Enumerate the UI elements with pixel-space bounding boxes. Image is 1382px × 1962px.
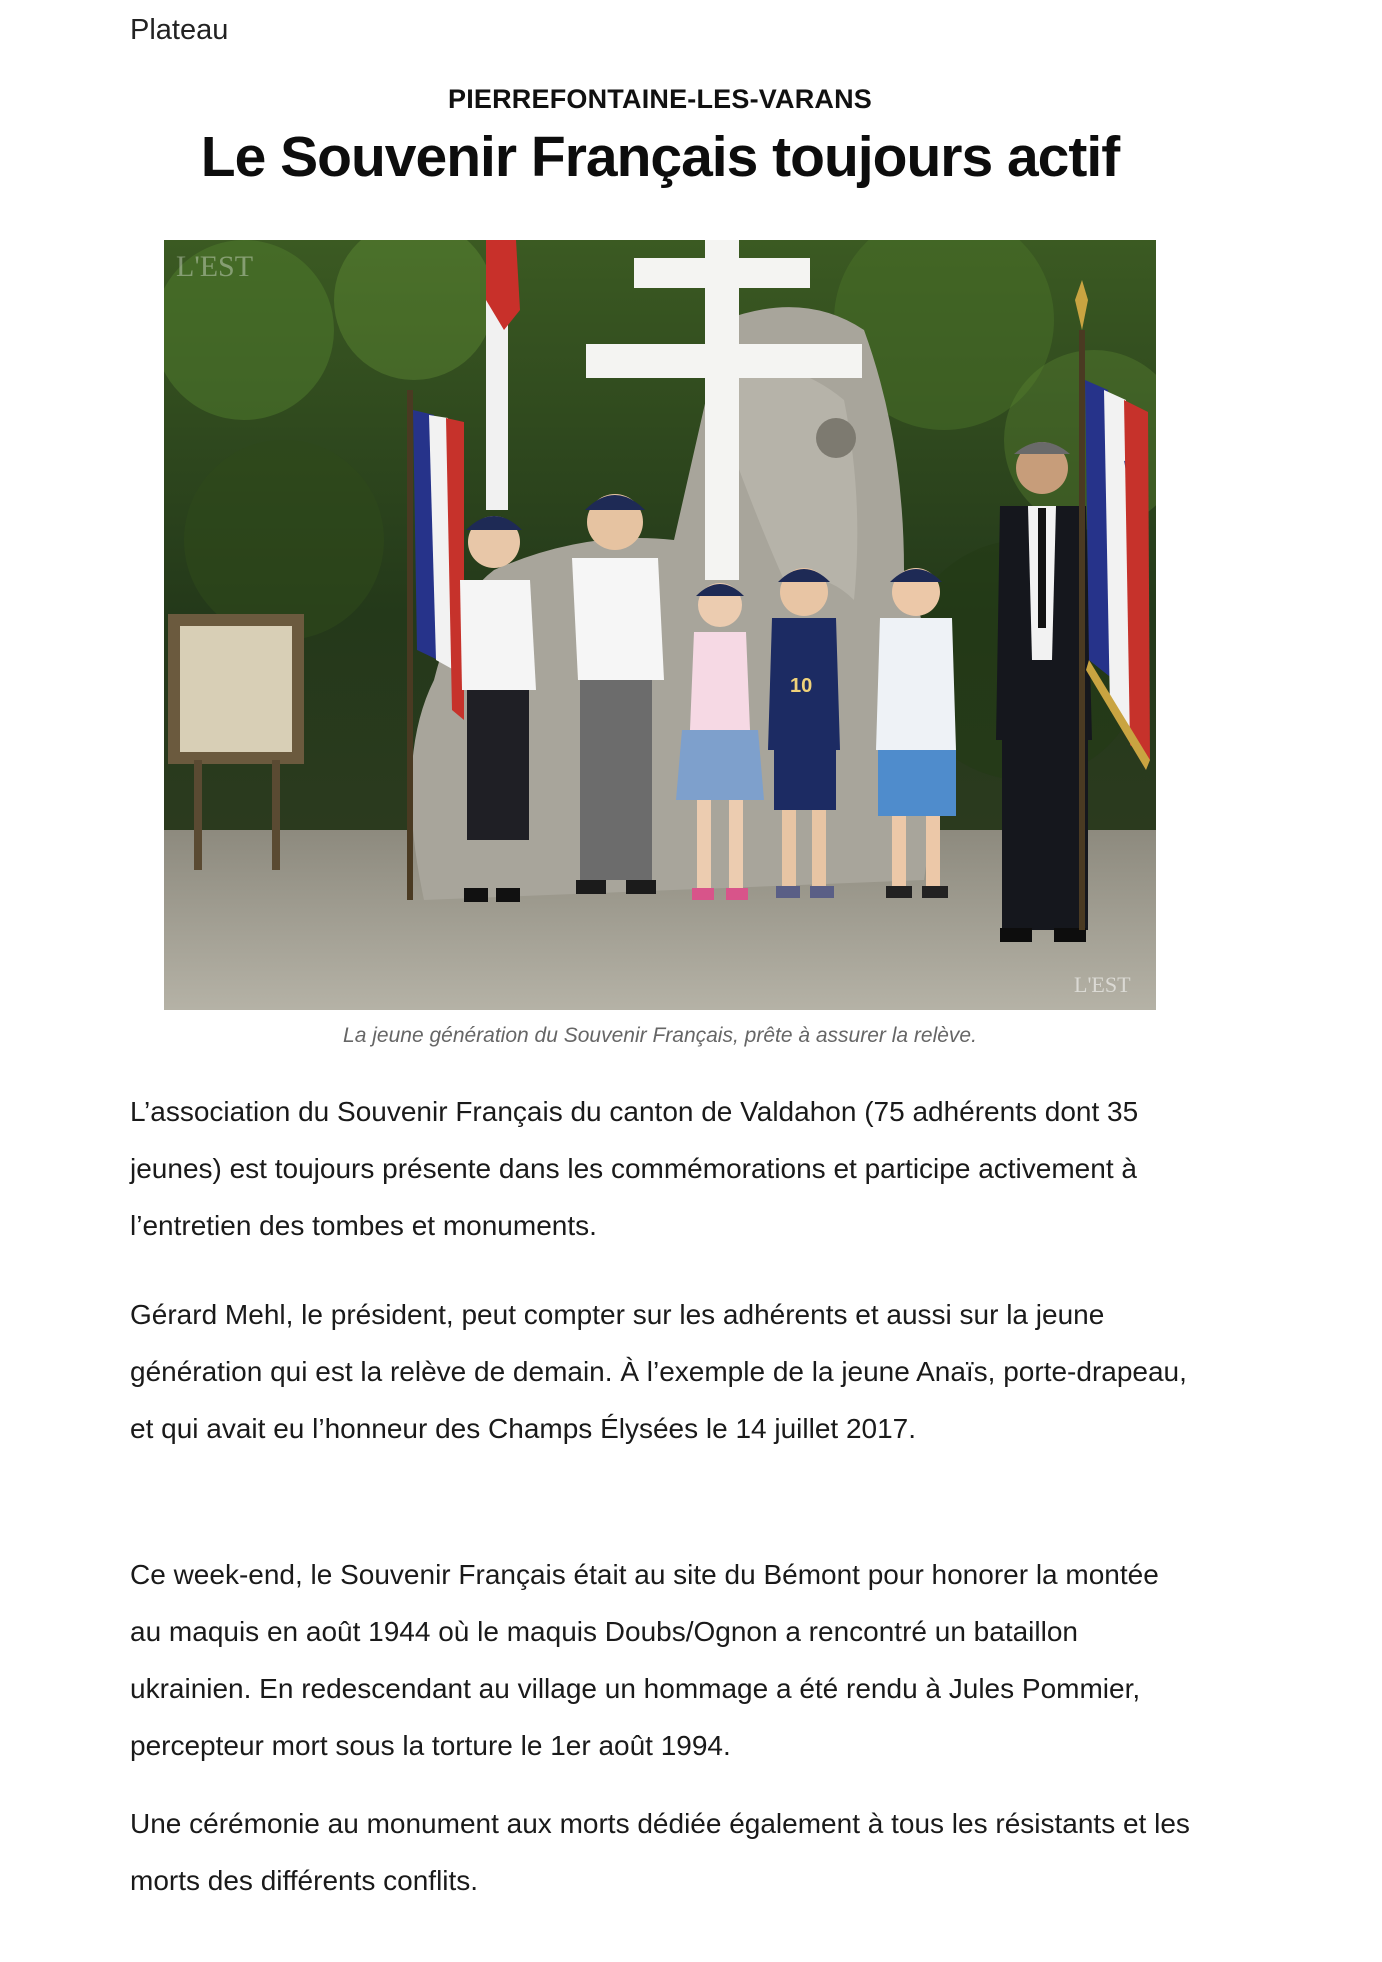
watermark-bottom: L'EST [1074, 972, 1131, 997]
photo-caption: La jeune génération du Souvenir Français, prête à assurer la relève. [343, 1024, 977, 1047]
article-kicker: PIERREFONTAINE-LES-VARANS [447, 84, 872, 114]
article-paragraph-1: L’association du Souvenir Français du canton de Valdahon (75 adhérents dont 35 jeunes) est toujours présente dans les commémorations et participe activement à l’entretien des tombes et monuments. [130, 1096, 1139, 1241]
jersey-number: 10 [790, 675, 813, 697]
section-label: Plateau [130, 14, 229, 46]
article-photo [164, 240, 1156, 1010]
article-paragraph-3: Ce week-end, le Souvenir Français était au site du Bémont pour honorer la montée au maquis en août 1944 où le maquis Doubs/Ognon a rencontré un bataillon ukrainien. En redescendant au village un hommage a été rendu à Jules Pommier, percepteur mort sous la torture le 1er août 1994. [130, 1559, 1159, 1761]
article-headline: Le Souvenir Français toujours actif [200, 125, 1120, 189]
watermark-top: L'EST [176, 250, 254, 283]
person-man-flag-bearer [996, 442, 1092, 942]
article-paragraph-4: Une cérémonie au monument aux morts dédiée également à tous les résistants et les morts des différents conflits. [130, 1808, 1190, 1896]
article-paragraph-2: Gérard Mehl, le président, peut compter sur les adhérents et aussi sur la jeune génération qui est la relève de demain. À l’exemple de la jeune Anaïs, porte-drapeau, et qui avait eu l’honneur des Champs Élysées le 14 juillet 2017. [130, 1299, 1187, 1444]
plaque-emblem [816, 418, 856, 458]
